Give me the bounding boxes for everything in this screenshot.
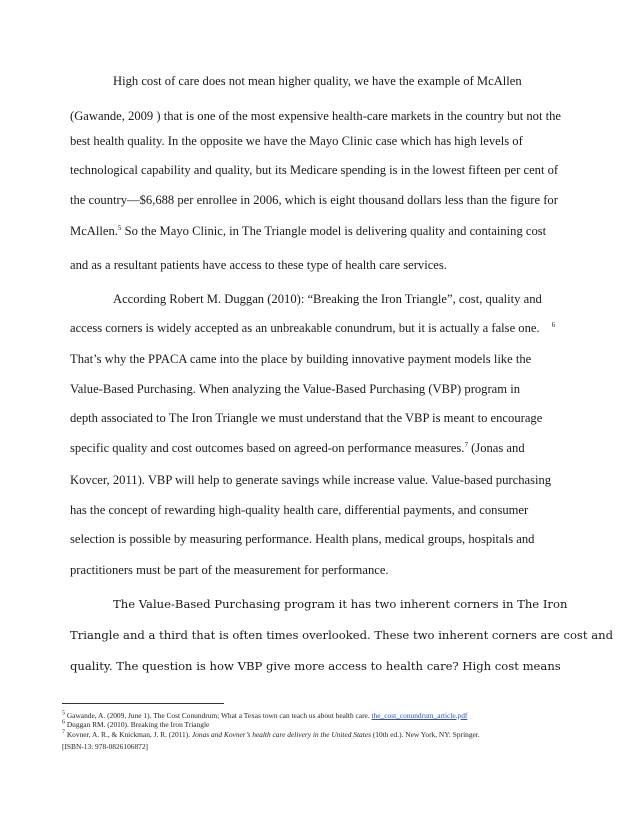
footnote-number: 6: [62, 719, 65, 726]
footnote-number: 7: [62, 729, 65, 736]
paragraph-line: According Robert M. Duggan (2010): “Breaking the Iron Triangle”, cost, quality and: [113, 292, 542, 306]
footnote-7-isbn: [ISBN-13: 978-0826106872]: [62, 742, 149, 751]
paragraph-line: The Value-Based Purchasing program it has two inherent corners in The Iron: [113, 597, 568, 611]
paragraph-line: practitioners must be part of the measurement for performance.: [70, 563, 389, 577]
paragraph-line: High cost of care does not mean higher quality, we have the example of McAllen: [113, 74, 522, 88]
line-text: access corners is widely accepted as an unbreakable conundrum, but it is actually a false one.: [70, 321, 540, 335]
footnote-number: 5: [62, 710, 65, 717]
line-text: specific quality and cost outcomes based on agreed-on performance measures.: [70, 441, 465, 455]
footnote-text: Gawande, A. (2009, June 1). The Cost Conundrum; What a Texas town can teach us about health care.: [65, 711, 372, 720]
line-text: (Jonas and: [467, 441, 525, 455]
paragraph-line: and as a resultant patients have access to these type of health care services.: [70, 258, 447, 272]
footnote-ref: 6: [551, 320, 556, 329]
paragraph-line: [70, 320, 570, 336]
paragraph-line: (Gawande, 2009 ) that is one of the most expensive health-care markets in the country but not the: [70, 109, 562, 123]
footnote-separator: [62, 703, 224, 704]
paragraph-line: selection is possible by measuring performance. Health plans, medical groups, hospitals and: [70, 532, 535, 546]
footnote-6: [62, 720, 582, 730]
footnote-book-title: Jonas and Kovner’s health care delivery in the United States: [191, 730, 371, 739]
paragraph-line: best health quality. In the opposite we have the Mayo Clinic case which has high levels of: [70, 134, 523, 148]
paragraph-line: the country—$6,688 per enrollee in 2006, which is eight thousand dollars less than the figure for: [70, 193, 558, 207]
line-text: McAllen.: [70, 224, 118, 238]
paragraph-line: Value-Based Purchasing. When analyzing the Value-Based Purchasing (VBP) program in: [70, 382, 521, 396]
paragraph-line: depth associated to The Iron Triangle we must understand that the VBP is meant to encourage: [70, 411, 543, 425]
footnote-text: Duggan RM. (2010). Breaking the Iron Triangle: [65, 720, 210, 729]
footnote-ref: 5: [117, 223, 122, 232]
line-text: So the Mayo Clinic, in The Triangle model is delivering quality and containing cost: [121, 224, 547, 238]
paragraph-line: has the concept of rewarding high-quality health care, differential payments, and consumer: [70, 503, 529, 517]
paragraph-line: technological capability and quality, but its Medicare spending is in the lowest fifteen per cent of: [70, 163, 559, 177]
footnote-text: (10th ed.). New York, NY: Springer.: [370, 730, 480, 739]
paragraph-line: [70, 223, 570, 239]
paragraph-line: Kovcer, 2011). VBP will help to generate savings while increase value. Value-based purchasing: [70, 473, 552, 487]
paragraph-line: quality. The question is how VBP give more access to health care? High cost means: [70, 659, 561, 673]
footnote-link[interactable]: the_cost_conundrum_article.pdf: [371, 711, 468, 720]
footnote-ref: 7: [464, 440, 468, 449]
paragraph-line: Triangle and a third that is often times overlooked. These two inherent corners are cost and: [70, 628, 614, 642]
footnote-7: [62, 730, 582, 740]
footnote-text: Kovner, A. R., & Knickman, J. R. (2011).: [65, 730, 192, 739]
paragraph-line: That’s why the PPACA came into the place by building innovative payment models like the: [70, 352, 532, 366]
paragraph-line: [70, 440, 570, 456]
